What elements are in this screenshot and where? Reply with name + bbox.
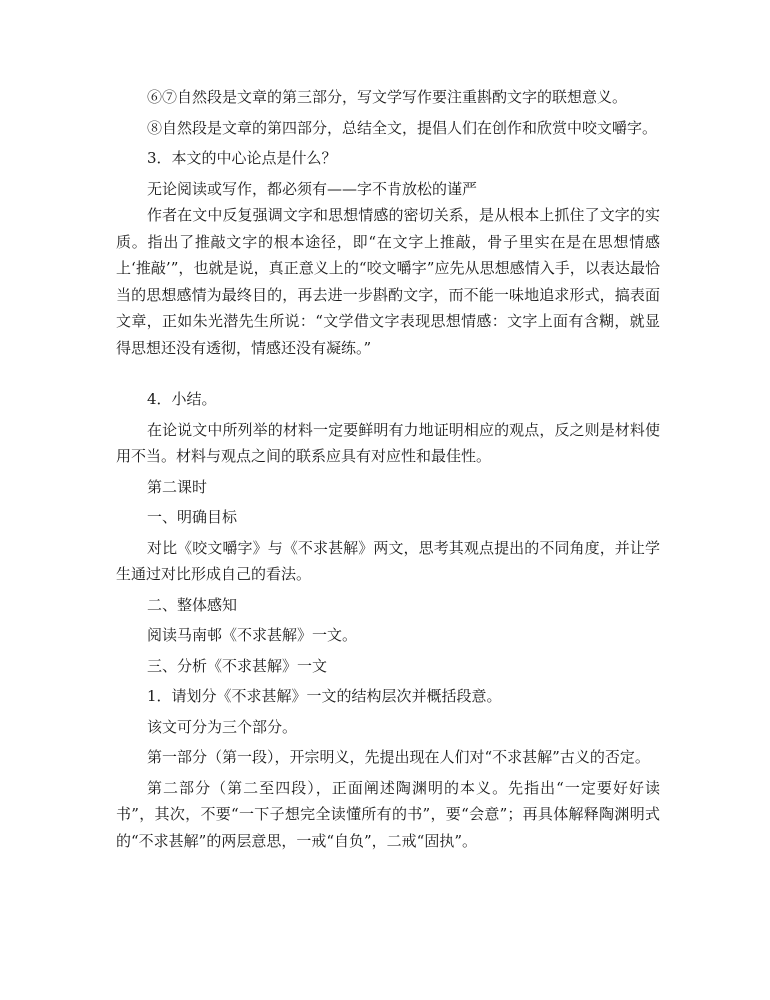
paragraph-goal-text: 对比《咬文嚼字》与《不求甚解》两文，思考其观点提出的不同角度，并让学生通过对比形成自己的看法。 [116,538,660,583]
paragraph-part-four-summary: ⑧自然段是文章的第四部分，总结全文，提倡人们在创作和欣赏中咬文嚼字。 [147,118,658,137]
blank-line [116,361,660,386]
paragraph-part-one: 第一部分（第一段），开宗明义，先提出现在人们对“不求甚解”古义的否定。 [147,748,650,766]
paragraph-author-analysis: 作者在文中反复强调文字和思想情感的密切关系，是从根本上抓住了文字的实质。指出了推敲文字的根本途径，即“在文字上推敲，骨子里实在是在思想情感上‘推敲’”，也就是说，真正意义上的“咬文嚼字”应先从思想感情入手，以表达最恰当的思想感情为最终目的，再去进一步斟酌文字，而不能一味地追求形式，搞表面文章，正如朱光潜先生所说：“文学借文字表现思想情感：文字上面有含糊，就显得思想还没有透彻，情感还没有凝练。” [116,206,660,357]
section-goal-heading: 一、明确目标 [147,508,238,526]
paragraph-part-two: 第二部分（第二至四段），正面阐述陶渊明的本义。先指出“一定要好好读书”，其次，不要“一下子想完全读懂所有的书”，要“会意”；再具体解释陶渊明式的“不求甚解”的两层意思，一戒“自负”，二戒“固执”。 [116,778,660,850]
section-analysis-heading: 三、分析《不求甚解》一文 [147,656,328,675]
question-1-heading: 1．请划分《不求甚解》一文的结构层次并概括段意。 [147,687,502,705]
lesson-two-heading: 第二课时 [147,477,208,496]
central-thesis-answer: 无论阅读或写作，都必须有——字不肯放松的谨严 [147,179,478,198]
paragraph-three-parts: 该文可分为三个部分。 [147,717,298,736]
document-body [116,84,660,854]
paragraph-part-three-summary: ⑥⑦自然段是文章的第三部分，写文学写作要注重斟酌文字的联想意义。 [147,88,628,106]
section-overall-heading: 二、整体感知 [147,595,238,614]
question-3-heading: 3．本文的中心论点是什么？ [147,149,337,167]
section-4-summary-heading: 4．小结。 [147,390,217,408]
paragraph-read-instruction: 阅读马南邨《不求甚解》一文。 [147,626,358,644]
paragraph-summary-text: 在论说文中所列举的材料一定要鲜明有力地证明相应的观点，反之则是材料使用不当。材料与观点之间的联系应具有对应性和最佳性。 [116,420,660,465]
